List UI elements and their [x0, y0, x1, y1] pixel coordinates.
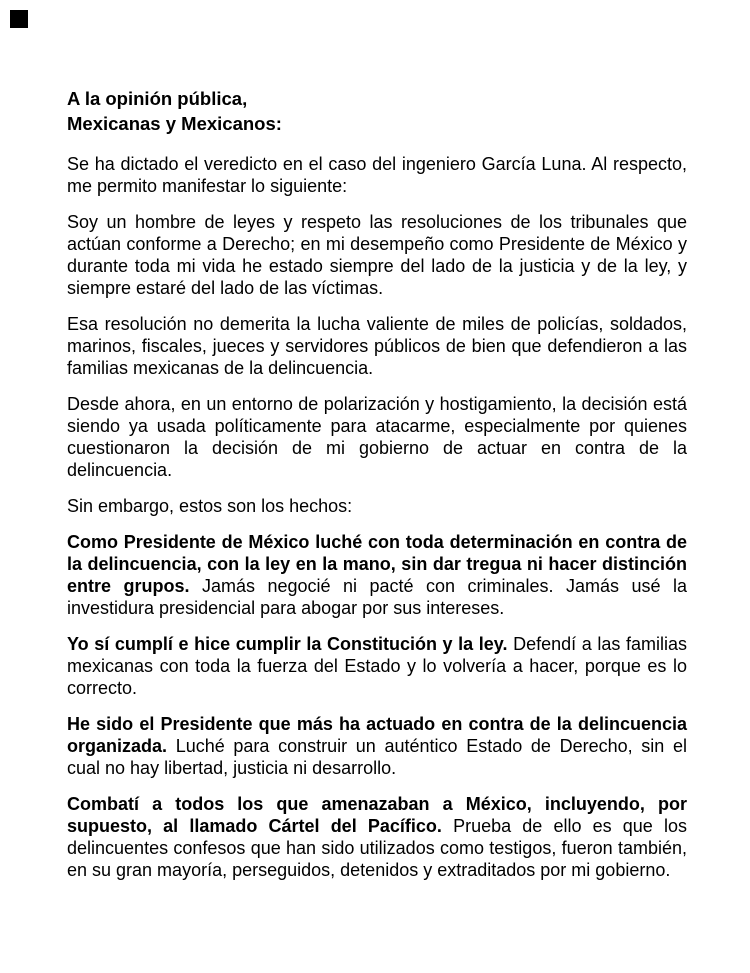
- salutation: [67, 86, 687, 136]
- paragraph-text: Desde ahora, en un entorno de polarización y hostigamiento, la decisión está siendo ya usada políticamente para atacarme, especialmente por quienes cuestionaron la decisión de mi gobierno de actuar en contra de la delincuencia.: [67, 394, 687, 480]
- paragraph-presidente-actuado: [67, 713, 687, 779]
- paragraph-text: Luché para construir un auténtico Estado de Derecho, sin el cual no hay libertad, justicia ni desarrollo.: [67, 736, 687, 778]
- paragraph-text: Prueba de ello es que los delincuentes confesos que han sido utilizados como testigos, fueron también, en su gran mayoría, perseguidos, detenidos y extraditados por mi gobierno.: [67, 816, 687, 880]
- paragraph-text: Esa resolución no demerita la lucha valiente de miles de policías, soldados, marinos, fiscales, jueces y servidores públicos de bien que defendieron a las familias mexicanas de la delincuencia.: [67, 314, 687, 378]
- paragraph-hechos-intro: [67, 495, 687, 517]
- paragraph-como-presidente: [67, 531, 687, 619]
- paragraph-text: Defendí a las familias mexicanas con toda la fuerza del Estado y lo volvería a hacer, porque es lo correcto.: [67, 634, 687, 698]
- statement-body: [67, 86, 687, 881]
- paragraph-lead: Combatí a todos los que amenazaban a México, incluyendo, por supuesto, al llamado Cártel del Pacífico.: [67, 794, 687, 836]
- paragraph-text: Jamás negocié ni pacté con criminales. Jamás usé la investidura presidencial para abogar por sus intereses.: [67, 576, 687, 618]
- paragraph-lead: Como Presidente de México luché con toda determinación en contra de la delincuencia, con la ley en la mano, sin dar tregua ni hacer distinción entre grupos.: [67, 532, 687, 596]
- paragraph-text: Sin embargo, estos son los hechos:: [67, 496, 353, 516]
- paragraph-combati-cartel: [67, 793, 687, 881]
- paragraph-lead: Yo sí cumplí e hice cumplir la Constitución y la ley.: [67, 634, 508, 654]
- paragraph-lead: He sido el Presidente que más ha actuado en contra de la delincuencia organizada.: [67, 714, 687, 756]
- corner-mark: [10, 10, 28, 28]
- paragraph-text: Se ha dictado el veredicto en el caso del ingeniero García Luna. Al respecto, me permito manifestar lo siguiente:: [67, 154, 687, 196]
- paragraph-verdict-intro: [67, 153, 687, 197]
- salutation-line-1: A la opinión pública,: [67, 88, 248, 109]
- paragraph-resolucion: [67, 313, 687, 379]
- salutation-line-2: Mexicanas y Mexicanos:: [67, 113, 282, 134]
- paragraph-polarizacion: [67, 393, 687, 481]
- paragraph-hombre-de-leyes: [67, 211, 687, 299]
- paragraph-cumpli-constitucion: [67, 633, 687, 699]
- paragraph-text: Soy un hombre de leyes y respeto las resoluciones de los tribunales que actúan conforme a Derecho; en mi desempeño como Presidente de México y durante toda mi vida he estado siempre del lado de la justicia y de la ley, y siempre estaré del lado de las víctimas.: [67, 212, 687, 298]
